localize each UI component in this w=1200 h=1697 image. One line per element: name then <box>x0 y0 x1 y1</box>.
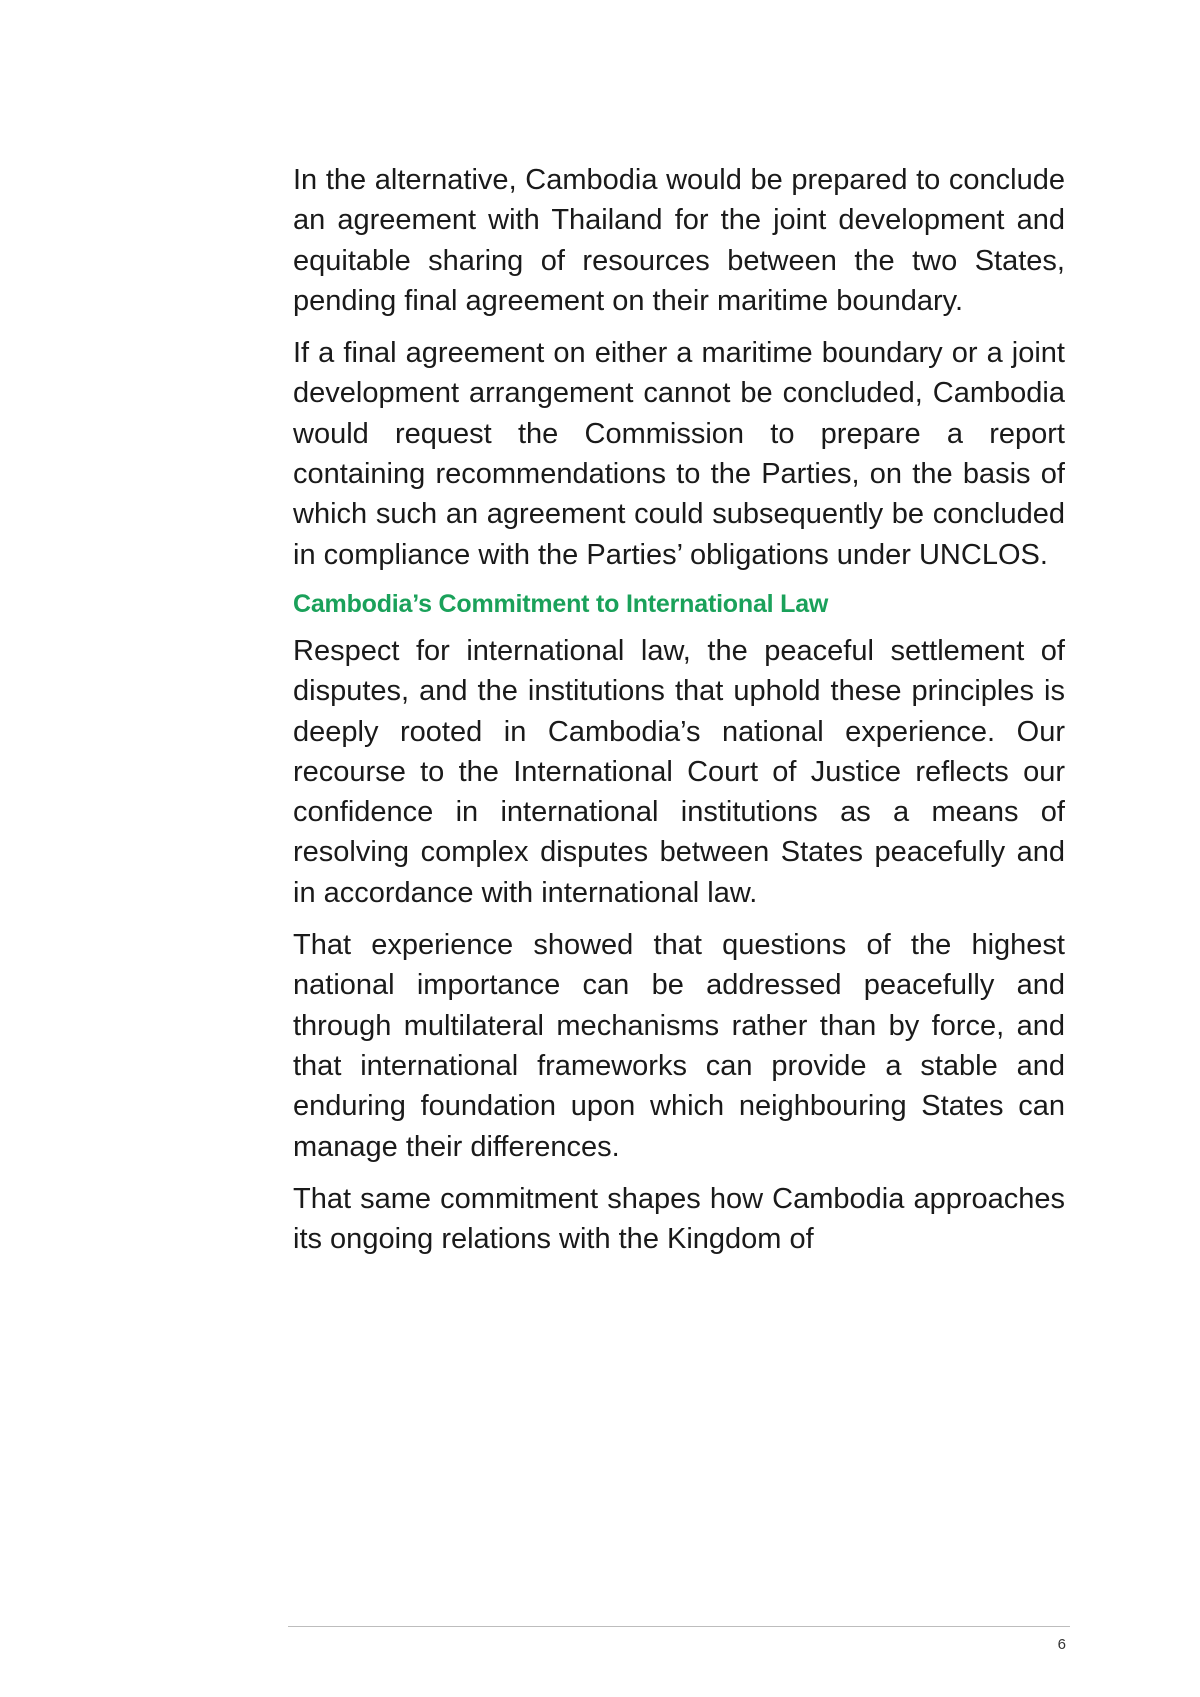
page-number: 6 <box>1057 1636 1066 1653</box>
paragraph-same-commitment: That same commitment shapes how Cambodia approaches its ongoing relations with the Kingdom of <box>293 1182 1065 1256</box>
section-heading: Cambodia’s Commitment to International Law <box>293 589 829 618</box>
paragraph-commission-report: If a final agreement on either a maritime boundary or a joint development arrangement cannot be concluded, Cambodia would request the Commission to prepare a report containing recommendations to the Parties, on the basis of which such an agreement could subsequently be concluded in compliance with the Parties’ obligations under UNCLOS. <box>293 337 1065 571</box>
footer-divider <box>288 1626 1070 1627</box>
page-content <box>293 160 1065 1271</box>
paragraph-experience: That experience showed that questions of the highest national importance can be addressed peacefully and through multilateral mechanisms rather than by force, and that international frameworks can provide a stable and enduring foundation upon which neighbouring States can manage their differences. <box>293 929 1065 1163</box>
paragraph-respect-international-law: Respect for international law, the peaceful settlement of disputes, and the institutions that uphold these principles is deeply rooted in Cambodia’s national experience. Our recourse to the International Court of Justice reflects our confidence in international institutions as a means of resolving complex disputes between States peacefully and in accordance with international law. <box>293 634 1065 909</box>
paragraph-alternative-agreement: In the alternative, Cambodia would be prepared to conclude an agreement with Thailand for the joint development and equitable sharing of resources between the two States, pending final agreement on their maritime boundary. <box>293 164 1065 317</box>
